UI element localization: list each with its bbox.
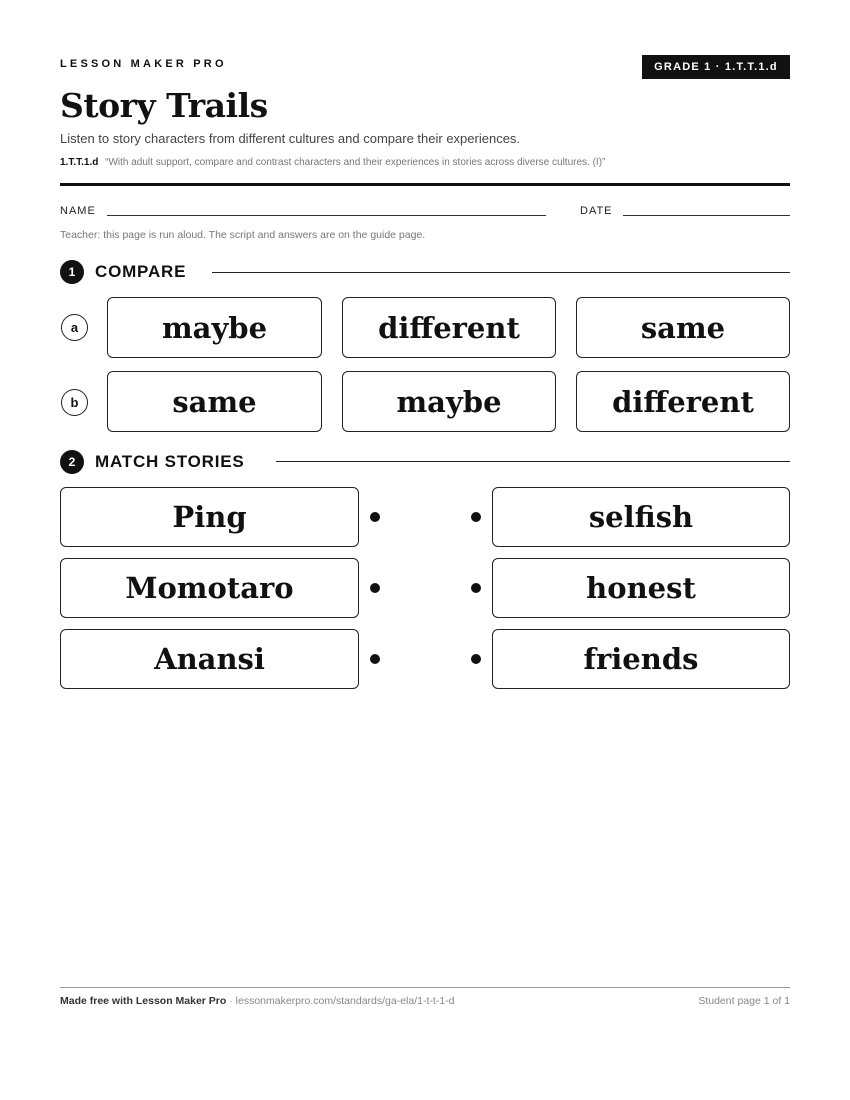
brand-name: LESSON MAKER PRO xyxy=(60,58,227,70)
footer-made-with: Made free with Lesson Maker Pro xyxy=(60,995,227,1007)
section-match-heading xyxy=(60,450,245,474)
compare-option-b3[interactable]: different xyxy=(576,371,790,432)
section-number-badge: 1 xyxy=(60,260,84,284)
row-letter-b: b xyxy=(61,389,88,416)
match-right-item-3[interactable]: friends xyxy=(492,629,790,689)
match-dot-left-2[interactable] xyxy=(370,583,380,593)
match-right-item-1[interactable]: selfish xyxy=(492,487,790,547)
match-left-item-1[interactable]: Ping xyxy=(60,487,359,547)
compare-option-b2[interactable]: maybe xyxy=(342,371,556,432)
match-left-item-3[interactable]: Anansi xyxy=(60,629,359,689)
standard-line xyxy=(60,157,605,168)
grade-badge: GRADE 1 · 1.T.T.1.d xyxy=(642,55,790,79)
match-dot-right-3[interactable] xyxy=(471,654,481,664)
name-label: NAME xyxy=(60,205,96,217)
footer-credit xyxy=(60,995,455,1007)
standard-code: 1.T.T.1.d xyxy=(60,157,99,168)
section-divider xyxy=(212,272,790,273)
match-dot-left-1[interactable] xyxy=(370,512,380,522)
section-compare-heading xyxy=(60,260,186,284)
section-title: MATCH STORIES xyxy=(95,452,245,471)
date-label: DATE xyxy=(580,205,613,217)
footer-page-count: Student page 1 of 1 xyxy=(698,995,790,1007)
footer-divider xyxy=(60,987,790,988)
section-number-badge: 2 xyxy=(60,450,84,474)
footer-url[interactable]: · lessonmakerpro.com/standards/ga-ela/1-t-t-1-d xyxy=(226,995,455,1007)
compare-option-b1[interactable]: same xyxy=(107,371,322,432)
page-subtitle: Listen to story characters from different cultures and compare their experiences. xyxy=(60,131,521,146)
compare-option-a3[interactable]: same xyxy=(576,297,790,358)
match-dot-left-3[interactable] xyxy=(370,654,380,664)
teacher-note: Teacher: this page is run aloud. The script and answers are on the guide page. xyxy=(60,229,426,241)
compare-option-a1[interactable]: maybe xyxy=(107,297,322,358)
section-divider xyxy=(276,461,790,462)
compare-option-a2[interactable]: different xyxy=(342,297,556,358)
match-dot-right-2[interactable] xyxy=(471,583,481,593)
header-divider xyxy=(60,183,790,186)
match-right-item-2[interactable]: honest xyxy=(492,558,790,618)
match-left-item-2[interactable]: Momotaro xyxy=(60,558,359,618)
row-letter-a: a xyxy=(61,314,88,341)
match-dot-right-1[interactable] xyxy=(471,512,481,522)
page-title: Story Trails xyxy=(60,86,268,125)
standard-text: “With adult support, compare and contrast characters and their experiences in stories across diverse cultures. (I)” xyxy=(105,157,606,168)
date-field[interactable] xyxy=(623,215,790,216)
name-field[interactable] xyxy=(107,215,546,216)
section-title: COMPARE xyxy=(95,262,187,281)
